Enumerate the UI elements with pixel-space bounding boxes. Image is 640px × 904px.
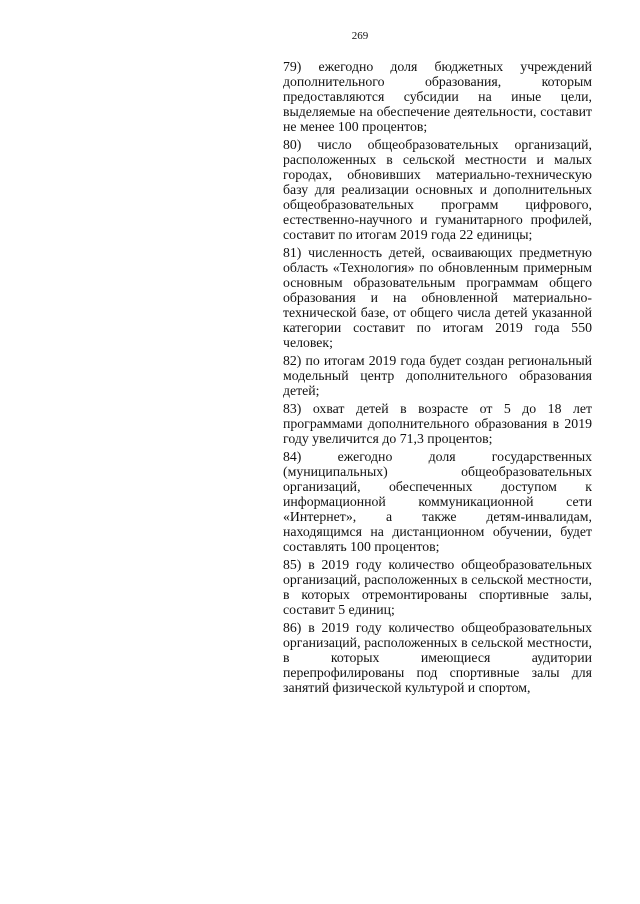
list-item-79: 79) ежегодно доля бюджетных учреждений дополнительного образования, которым предоставляются субсидии на иные цели, выделяемые на обеспечение деятельности, составит не менее 100 процентов;	[283, 59, 592, 135]
list-item-85: 85) в 2019 году количество общеобразовательных организаций, расположенных в сельской местности, в которых отремонтированы спортивные залы, составит 5 единиц;	[283, 557, 592, 618]
list-item-84: 84) ежегодно доля государственных (муниципальных) общеобразовательных организаций, обеспеченных доступом к информационной коммуникационной сети «Интернет», а также детям-инвалидам, находящимся на дистанционном обучении, будет составлять 100 процентов;	[283, 449, 592, 555]
list-item-86: 86) в 2019 году количество общеобразовательных организаций, расположенных в сельской местности, в которых имеющиеся аудитории перепрофилированы под спортивные залы для занятий физической культурой и спортом,	[283, 620, 592, 696]
list-item-83: 83) охват детей в возрасте от 5 до 18 лет программами дополнительного образования в 2019 году увеличится до 71,3 процентов;	[283, 401, 592, 447]
list-item-80: 80) число общеобразовательных организаций, расположенных в сельской местности и малых городах, обновивших материально-техническую базу для реализации основных и дополнительных общеобразовательных программ цифрового, естественно-научного и гуманитарного профилей, составит по итогам 2019 года 22 единицы;	[283, 137, 592, 243]
list-item-81: 81) численность детей, осваивающих предметную область «Технология» по обновленным примерным основным образовательным программам общего образования и на обновленной материально-технической базе, от общего числа детей указанной категории составит по итогам 2019 года 550 человек;	[283, 245, 592, 351]
list-item-82: 82) по итогам 2019 года будет создан региональный модельный центр дополнительного образования детей;	[283, 353, 592, 399]
document-body	[283, 59, 592, 698]
page-number: 269	[351, 30, 369, 42]
